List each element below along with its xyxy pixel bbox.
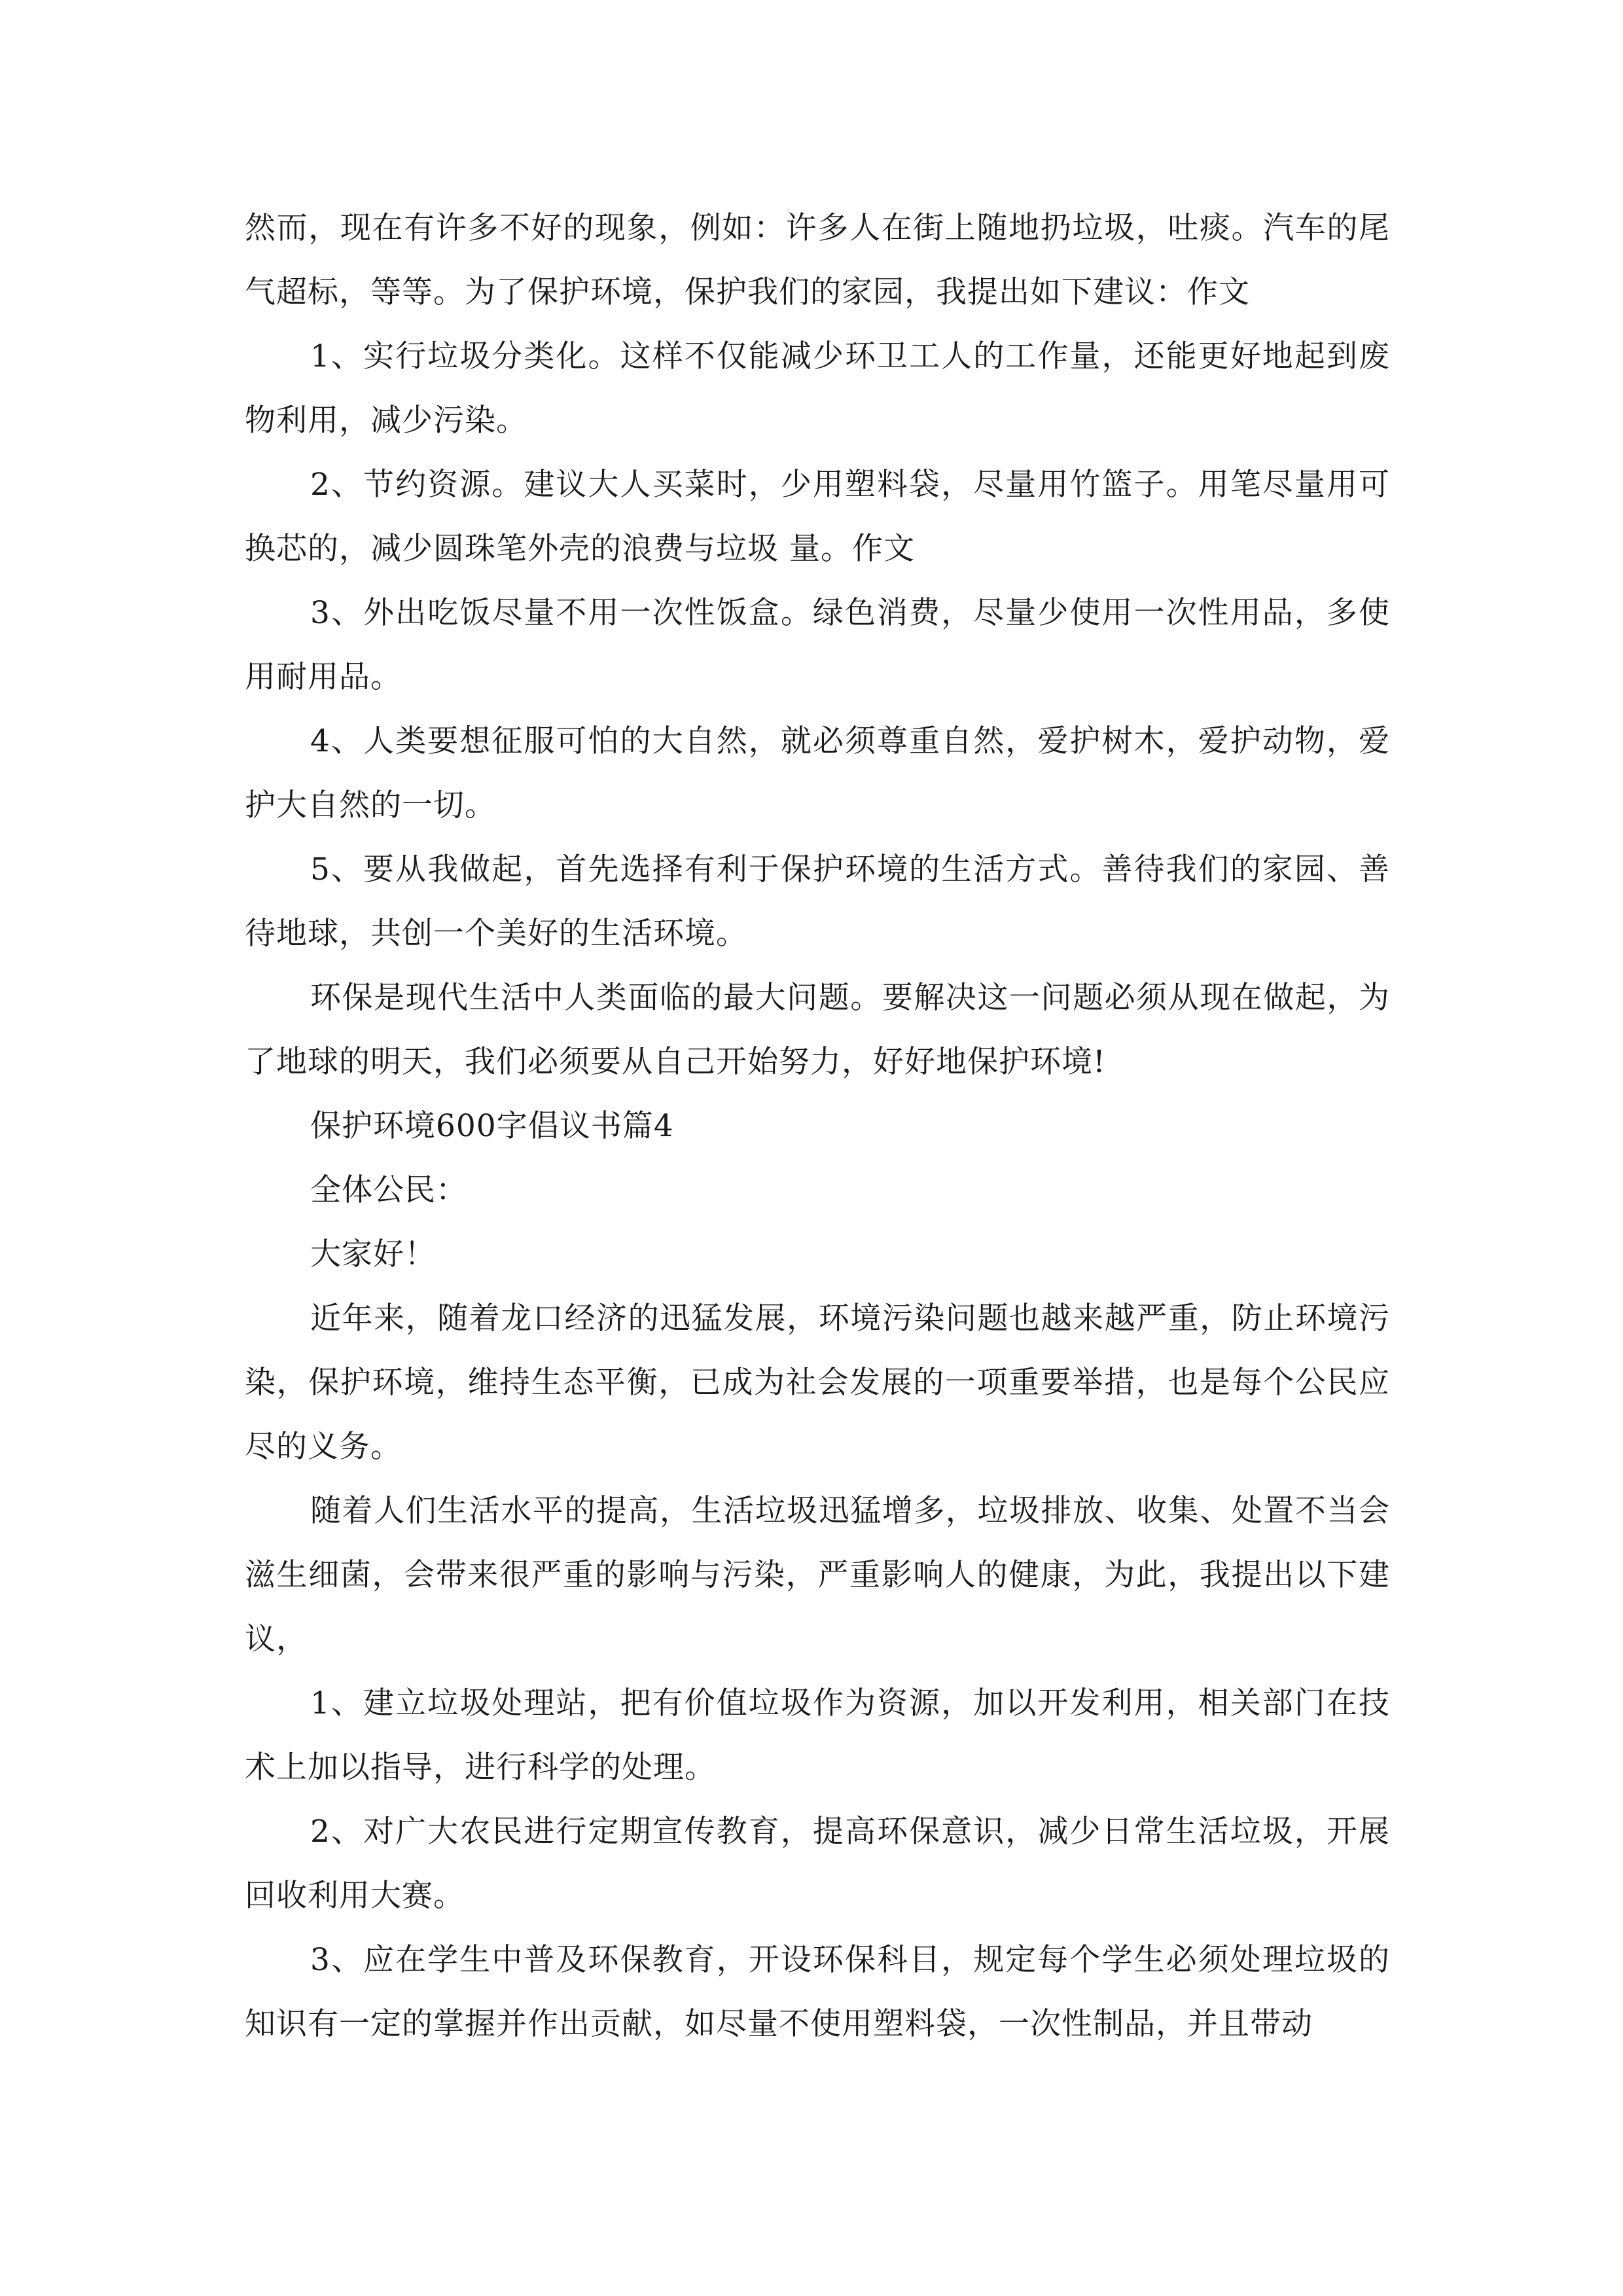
paragraph-suggestion-5: 5、要从我做起，首先选择有利于保护环境的生活方式。善待我们的家园、善待地球，共创一个美好的生活环境。 (245, 852, 1390, 952)
salutation: 全体公民： (310, 1172, 467, 1208)
greeting: 大家好！ (310, 1236, 436, 1272)
paragraph-background: 近年来，随着龙口经济的迅猛发展，环境污染问题也越来越严重，防止环境污染，保护环境，维持生态平衡，已成为社会发展的一项重要举措，也是每个公民应尽的义务。 (245, 1300, 1390, 1465)
document-body (245, 196, 1390, 2056)
paragraph-proposal-2: 2、对广大农民进行定期宣传教育，提高环保意识，减少日常生活垃圾，开展回收利用大赛。 (245, 1814, 1390, 1914)
paragraph-proposal-3: 3、应在学生中普及环保教育，开设环保科目，规定每个学生必须处理垃圾的知识有一定的掌握并作出贡献，如尽量不使用塑料袋，一次性制品，并且带动 (245, 1942, 1390, 2042)
paragraph-suggestion-1: 1、实行垃圾分类化。这样不仅能减少环卫工人的工作量，还能更好地起到废物利用，减少污染。 (245, 338, 1390, 439)
paragraph-problem: 随着人们生活水平的提高，生活垃圾迅猛增多，垃圾排放、收集、处置不当会滋生细菌，会带来很严重的影响与污染，严重影响人的健康，为此，我提出以下建议， (245, 1493, 1390, 1657)
paragraph-conclusion: 环保是现代生活中人类面临的最大问题。要解决这一问题必须从现在做起，为了地球的明天，我们必须要从自己开始努力，好好地保护环境! (245, 980, 1390, 1080)
section-heading: 保护环境600字倡议书篇4 (310, 1108, 674, 1144)
paragraph-intro: 然而，现在有许多不好的现象，例如：许多人在街上随地扔垃圾，吐痰。汽车的尾气超标，等等。为了保护环境，保护我们的家园，我提出如下建议：作文 (245, 210, 1390, 310)
paragraph-suggestion-3: 3、外出吃饭尽量不用一次性饭盒。绿色消费，尽量少使用一次性用品，多使用耐用品。 (245, 595, 1390, 695)
paragraph-proposal-1: 1、建立垃圾处理站，把有价值垃圾作为资源，加以开发利用，相关部门在技术上加以指导，进行科学的处理。 (245, 1685, 1390, 1785)
paragraph-suggestion-2: 2、节约资源。建议大人买菜时，少用塑料袋，尽量用竹篮子。用笔尽量用可换芯的，减少圆珠笔外壳的浪费与垃圾 量。作文 (245, 467, 1390, 567)
paragraph-suggestion-4: 4、人类要想征服可怕的大自然，就必须尊重自然，爱护树木，爱护动物，爱护大自然的一切。 (245, 723, 1390, 823)
